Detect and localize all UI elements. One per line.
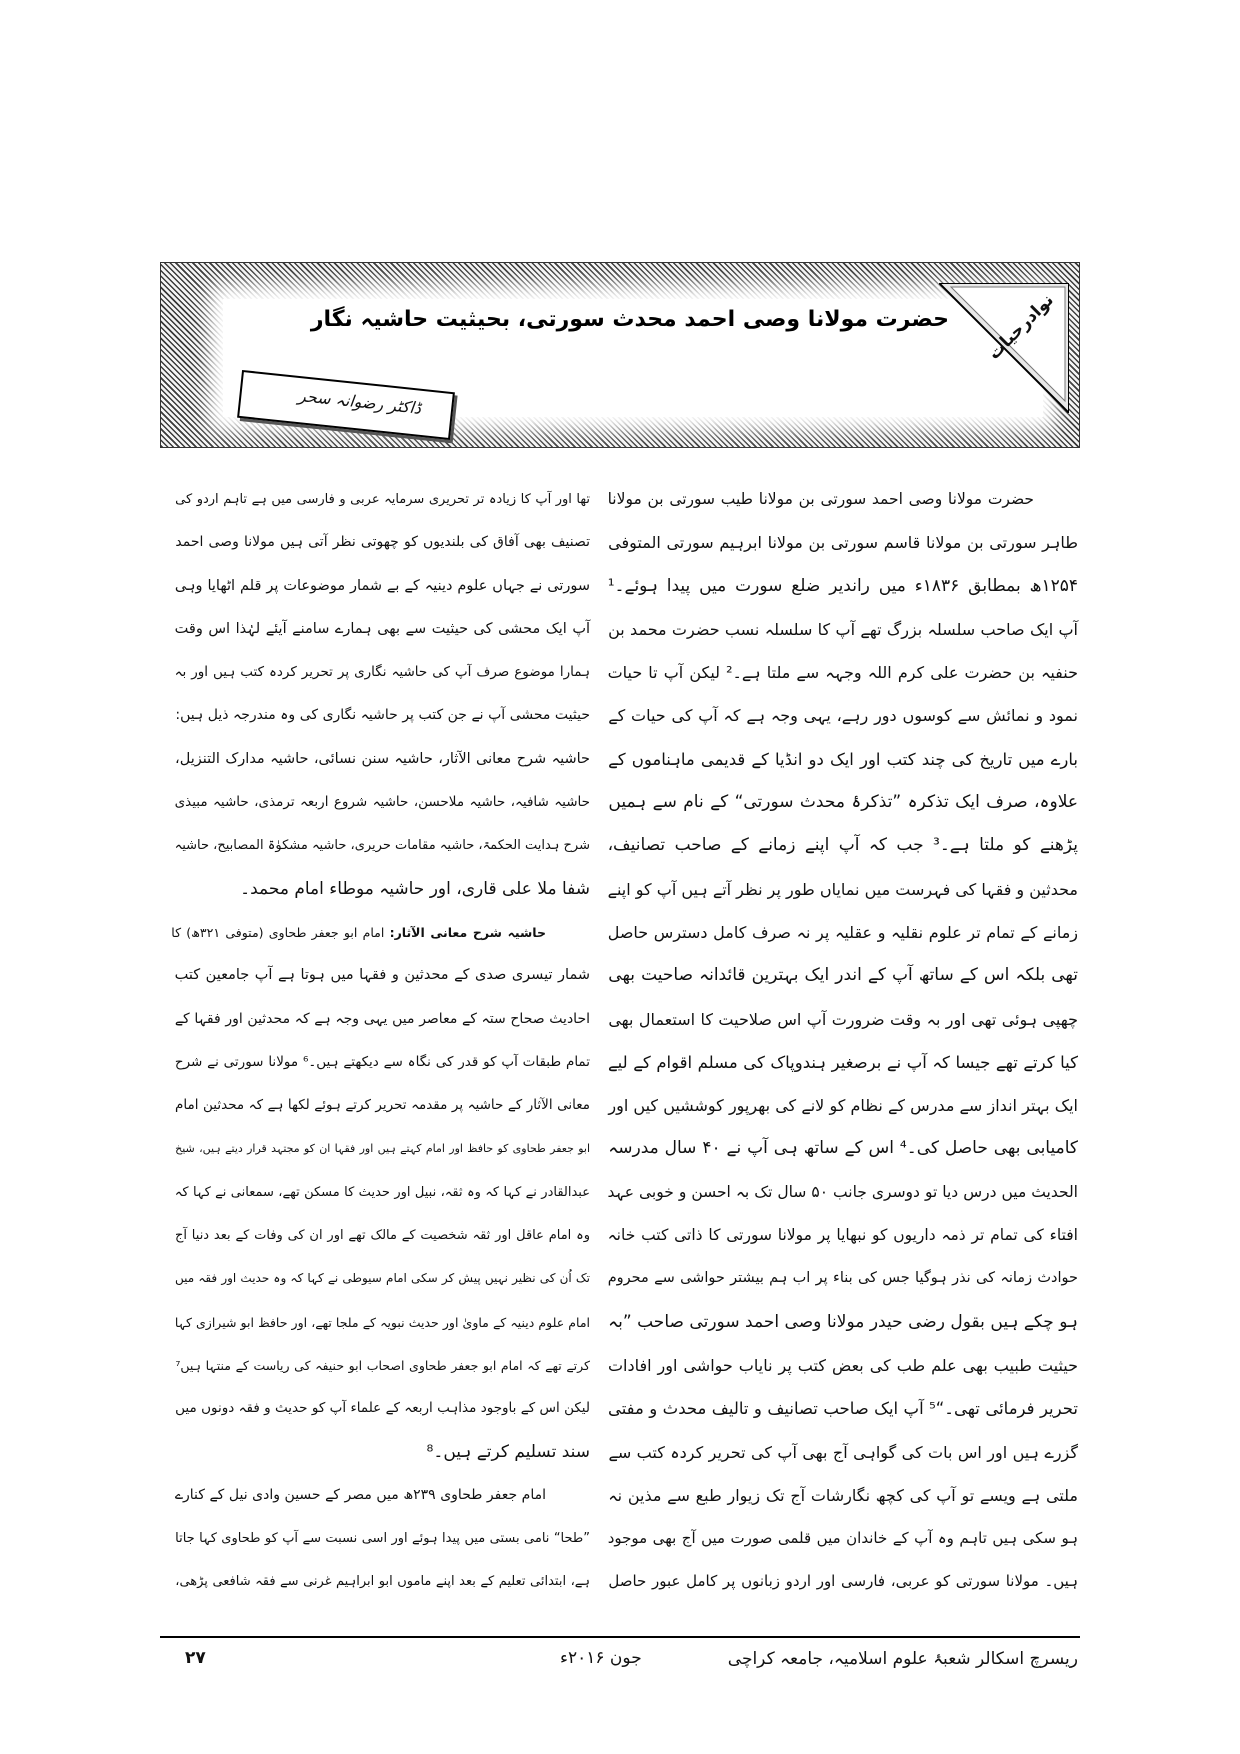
line-text: شفا ملا علی قاری، اور حاشیہ موطاء امام محمد۔ <box>240 878 590 899</box>
text-line-content <box>175 521 590 564</box>
line-text: سند تسلیم کرتے ہیں۔⁸ <box>426 1441 590 1462</box>
text-line <box>608 1344 1078 1387</box>
text-line <box>608 608 1078 651</box>
line-text: پڑھنے کو ملتا ہے۔³ جب کہ آپ اپنے زمانے کے صاحب تصانیف، <box>607 835 1078 856</box>
text-line-content <box>175 1084 590 1127</box>
text-line <box>175 824 590 867</box>
text-line-content <box>608 694 1078 737</box>
left-column <box>171 478 590 1604</box>
line-text: ابو جعفر طحاوی کو حافظ اور امام کہتے ہیں اور فقہا ان کو مجتہد قرار دیتے ہیں، شیخ <box>175 1142 590 1156</box>
text-line-content <box>427 1431 590 1474</box>
text-line-content <box>175 608 590 651</box>
text-line-content <box>608 1041 1078 1084</box>
text-line-content <box>175 1387 590 1430</box>
text-line-content <box>175 781 590 824</box>
text-line <box>175 1041 590 1084</box>
text-line <box>175 1560 590 1603</box>
line-text: حوادث زمانہ کی نذر ہوگیا جس کی بناء پر اب ہم بیشتر حواشی سے محروم <box>607 1270 1078 1287</box>
text-line <box>608 694 1078 737</box>
text-line-content <box>608 565 1078 608</box>
text-line-content <box>175 1301 590 1344</box>
section-badge <box>939 283 1069 413</box>
text-line <box>608 824 1078 867</box>
text-line <box>608 1560 1078 1603</box>
text-line <box>608 478 1078 521</box>
text-line-content <box>608 1214 1078 1257</box>
line-text: حیثیت طبیب بھی علم طب کی بعض کتب پر نایاب حواشی اور افادات <box>607 1355 1078 1375</box>
line-text: حیثیت محشی آپ نے جن کتب پر حاشیہ نگاری کی وہ مندرجہ ذیل ہیں: <box>175 707 590 724</box>
line-text: تھی بلکہ اس کے ساتھ آپ کے اندر ایک بہترین قائدانہ صاحیت بھی <box>608 965 1078 986</box>
text-line-content <box>175 565 590 608</box>
text-line-content <box>608 1171 1078 1214</box>
text-line <box>608 954 1078 997</box>
text-line-content <box>175 1517 590 1560</box>
text-line-content <box>175 1171 590 1214</box>
section-subheading: حاشیہ شرح معانی الآثار: <box>389 924 546 940</box>
line-text: بارے میں تاریخ کی چند کتب اور ایک دو انڈیا کے قدیمی ماہناموں کے <box>608 749 1078 769</box>
line-text: محدثین و فقہا کی فہرست میں نمایاں طور پر نظر آتے ہیں آپ کو اپنے <box>607 879 1078 899</box>
line-text: تحریر فرمائی تھی۔“⁵ آپ ایک صاحب تصانیف و تالیف محدث و مفتی <box>607 1399 1078 1419</box>
line-text: ۱۲۵۴ھ بمطابق ۱۸۳۶ء میں راندیر ضلع سورت میں پیدا ہوئے۔¹ <box>607 575 1078 596</box>
text-line-content <box>175 478 590 521</box>
line-text: شمار تیسری صدی کے محدثین و فقہا میں ہوتا ہے آپ جامعین کتب <box>174 967 590 984</box>
text-line <box>608 1431 1078 1474</box>
line-text: علاوہ، صرف ایک تذکرہ ”تذکرۂ محدث سورتی“ کے نام سے ہمیں <box>608 792 1078 813</box>
line-text: آپ ایک صاحب سلسلہ بزرگ تھے آپ کا سلسلہ نسب حضرت محمد بن <box>608 619 1078 639</box>
text-line <box>175 1301 590 1344</box>
line-text: حاشیہ شرح معانی الآثار، حاشیہ سنن نسائی، حاشیہ مدارک التنزیل، <box>175 750 590 767</box>
line-text: ہو چکے ہیں بقول رضی حیدر مولانا وصی احمد سورتی صاحب ”بہ <box>608 1311 1078 1332</box>
text-line-content <box>175 1474 546 1517</box>
text-line <box>608 651 1078 694</box>
text-line <box>175 1344 590 1387</box>
text-line-content <box>608 1474 1078 1517</box>
text-line-content <box>175 1127 590 1170</box>
line-text: عبدالقادر نے کہا کہ وہ ثقہ، نبیل اور حدیث کا مسکن تھے، سمعانی نے کہا کہ <box>174 1184 590 1200</box>
text-line-content <box>608 868 1078 911</box>
line-text: گزرے ہیں اور اس بات کی گواہی آج بھی آپ کی تحریر کردہ کتب سے <box>608 1442 1078 1462</box>
text-line <box>171 911 590 954</box>
line-text: کیا کرتے تھے جیسا کہ آپ نے برصغیر ہندوپاک کی مسلم اقوام کے لیے <box>608 1052 1078 1072</box>
text-line-content <box>175 1560 590 1603</box>
line-text: تصنیف بھی آفاق کی بلندیوں کو چھوتی نظر آتی ہیں مولانا وصی احمد <box>175 534 590 551</box>
line-text: تک اُن کی نظیر نہیں پیش کر سکی امام سیوطی نے کہا کہ وہ حدیث اور فقہ میں <box>174 1271 590 1286</box>
text-line-content <box>608 478 1034 521</box>
text-line <box>608 781 1078 824</box>
text-line <box>608 1127 1078 1170</box>
text-line <box>608 1474 1078 1517</box>
author-name: ڈاکٹر رضوانہ سحر <box>297 386 423 418</box>
text-line <box>608 1214 1078 1257</box>
text-line <box>175 738 590 781</box>
text-line-content <box>608 1084 1078 1127</box>
footer-rule <box>160 1636 1080 1638</box>
line-text: الحدیث میں درس دیا تو دوسری جانب ۵۰ سال تک بہ احسن و خوبی عہد <box>607 1182 1078 1201</box>
text-line-content <box>175 998 590 1041</box>
text-line-content <box>608 1431 1078 1474</box>
text-line-content <box>175 694 590 737</box>
text-line <box>175 1084 590 1127</box>
line-text: تمام طبقات آپ کو قدر کی نگاہ سے دیکھتے ہیں۔⁶ مولانا سورتی نے شرح <box>174 1053 590 1070</box>
text-line <box>175 1387 590 1430</box>
text-line-content <box>175 1344 590 1387</box>
text-line-content <box>175 1257 590 1300</box>
footer-date: جون ۲۰۱۶ء <box>560 1648 642 1668</box>
text-line <box>175 1257 590 1300</box>
text-line <box>175 651 590 694</box>
text-line <box>608 565 1078 608</box>
text-line <box>608 1171 1078 1214</box>
text-line <box>175 868 590 911</box>
line-text: ایک بہتر انداز سے مدرس کے نظام کو لانے کی بھرپور کوششیں کیں اور <box>608 1096 1078 1116</box>
article-header-banner <box>160 262 1080 448</box>
text-line-content <box>608 1301 1078 1344</box>
text-line <box>175 521 590 564</box>
line-text: چھپی ہوئی تھی اور بہ وقت ضرورت آپ اس صلاحیت کا استعمال بھی <box>608 1009 1078 1029</box>
text-line <box>175 1431 590 1474</box>
text-line <box>175 1171 590 1214</box>
text-line-content <box>608 1127 1078 1170</box>
text-line <box>608 521 1078 564</box>
text-line <box>175 608 590 651</box>
right-column <box>608 478 1078 1604</box>
line-text: حاشیہ شافیہ، حاشیہ ملاحسن، حاشیہ شروع اربعہ ترمذی، حاشیہ مبیذی <box>174 794 590 811</box>
text-line <box>175 1214 590 1257</box>
text-line <box>608 1301 1078 1344</box>
text-line-content <box>608 998 1078 1041</box>
text-line <box>175 694 590 737</box>
text-line-content <box>608 824 1078 867</box>
line-text: افتاء کی تمام تر ذمہ داریوں کو نبھایا پر مولانا سورتی کا ذاتی کتب خانہ <box>607 1226 1078 1245</box>
text-line <box>175 998 590 1041</box>
text-line-content <box>608 738 1078 781</box>
text-line <box>175 1474 590 1517</box>
line-text: نمود و نمائش سے کوسوں دور رہے، یہی وجہ ہے کہ آپ کی حیات کے <box>608 706 1078 726</box>
text-line <box>608 998 1078 1041</box>
text-line-content <box>608 521 1078 564</box>
text-line-content <box>175 1214 590 1257</box>
line-text: احادیث صحاح ستہ کے معاصر میں یہی وجہ ہے کہ محدثین اور فقہا کے <box>174 1010 590 1027</box>
line-text: معانی الآثار کے حاشیہ پر مقدمہ تحریر کرتے ہوئے لکھا ہے کہ محدثین امام <box>175 1097 590 1114</box>
text-line-content <box>608 911 1078 954</box>
text-line <box>175 781 590 824</box>
page-number: ۲۷ <box>185 1648 206 1668</box>
text-line-content <box>608 1517 1078 1560</box>
line-text: تھا اور آپ کا زیادہ تر تحریری سرمایہ عربی و فارسی میں ہے تاہم اردو کی <box>175 492 590 507</box>
line-text: شرح ہدایت الحکمۃ، حاشیہ مقامات حریری، حاشیہ مشکوٰۃ المصابیح، حاشیہ <box>174 838 590 854</box>
line-text: کامیابی بھی حاصل کی۔⁴ اس کے ساتھ ہی آپ نے ۴۰ سال مدرسہ <box>608 1138 1078 1159</box>
text-line <box>608 1084 1078 1127</box>
text-line-content <box>175 738 590 781</box>
line-text: ہے، ابتدائی تعلیم کے بعد اپنے ماموں ابو ابراہیم غرنی سے فقہ شافعی پڑھی، <box>175 1574 590 1590</box>
text-line-content <box>608 954 1078 997</box>
text-line-content <box>175 954 590 997</box>
text-line-content <box>608 1560 1078 1603</box>
line-text: سورتی نے جہاں علوم دینیہ کے بے شمار موضوعات پر قلم اٹھایا وہی <box>174 577 590 594</box>
line-text: امام علوم دینیہ کے ماویٰ اور حدیث نبویہ کے ملجا تھے، اور حافظ ابو شیرازی کہا <box>174 1314 590 1330</box>
line-text: لیکن اس کے باوجود مذاہب اربعہ کے علماء آپ کو حدیث و فقہ دونوں میں <box>175 1400 590 1417</box>
text-line-content <box>171 911 546 954</box>
line-text: ملتی ہے ویسے تو آپ کی کچھ نگارشات آج تک زیوار طبع سے مذین نہ <box>608 1485 1078 1505</box>
line-text: کرتے تھے کہ امام ابو جعفر طحاوی اصحاب ابو حنیفہ کی ریاست کے منتہا ہیں⁷ <box>175 1357 590 1373</box>
line-text: وہ امام عاقل اور ثقہ شخصیت کے مالک تھے اور ان کی وفات کے بعد دنیا آج <box>174 1228 590 1244</box>
section-badge-label: نوادرحیات <box>984 290 1058 364</box>
text-line-content <box>175 651 590 694</box>
line-text: آپ ایک محشی کی حیثیت سے بھی ہمارے سامنے آیئے لہٰذا اس وقت <box>174 620 590 637</box>
text-line <box>175 1517 590 1560</box>
line-text: امام جعفر طحاوی ۲۳۹ھ میں مصر کے حسین وادی نیل کے کنارے <box>174 1486 546 1503</box>
line-text: حنفیہ بن حضرت علی کرم اللہ وجہہ سے ملتا ہے۔² لیکن آپ تا حیات <box>607 663 1078 683</box>
text-line <box>608 911 1078 954</box>
text-line-content <box>608 1387 1078 1430</box>
line-text: ہو سکی ہیں تاہم وہ آپ کے خاندان میں قلمی صورت میں آج بھی موجود <box>607 1529 1078 1548</box>
text-line <box>175 478 590 521</box>
text-line-content <box>608 781 1078 824</box>
line-text: ہیں۔ مولانا سورتی کو عربی، فارسی اور اردو زبانوں پر کامل عبور حاصل <box>608 1572 1078 1591</box>
line-text: ”طحا“ نامی بستی میں پیدا ہوئے اور اسی نسبت سے آپ کو طحاوی کہا جاتا <box>175 1531 590 1547</box>
line-text: زمانے کے تمام تر علوم نقلیہ و عقلیہ پر نہ صرف کامل دسترس حاصل <box>607 922 1078 942</box>
line-text: امام ابو جعفر طحاوی (متوفی ۳۲۱ھ) کا <box>171 924 385 940</box>
text-line-content <box>608 608 1078 651</box>
text-line-content <box>240 868 590 911</box>
text-line <box>175 565 590 608</box>
line-text: حضرت مولانا وصی احمد سورتی بن مولانا طیب سورتی بن مولانا <box>607 490 1034 508</box>
text-line-content <box>608 651 1078 694</box>
text-line <box>608 1387 1078 1430</box>
text-line-content <box>608 1344 1078 1387</box>
text-line <box>608 1041 1078 1084</box>
text-line <box>608 1517 1078 1560</box>
text-line-content <box>608 1257 1078 1300</box>
text-line <box>608 868 1078 911</box>
text-line <box>608 738 1078 781</box>
line-text: ہمارا موضوع صرف آپ کی حاشیہ نگاری پر تحریر کردہ کتب ہیں اور بہ <box>174 664 590 681</box>
text-line-content <box>175 1041 590 1084</box>
footer-affiliation: ریسرچ اسکالر شعبۂ علوم اسلامیہ، جامعہ کراچی <box>727 1649 1078 1669</box>
text-line <box>175 954 590 997</box>
text-line <box>175 1127 590 1170</box>
text-line <box>608 1257 1078 1300</box>
text-line-content <box>175 824 590 867</box>
line-text: طاہر سورتی بن مولانا قاسم سورتی بن مولانا ابرہیم سورتی المتوفی <box>608 533 1078 553</box>
article-title: حضرت مولانا وصی احمد محدث سورتی، بحیثیت حاشیہ نگار <box>310 307 949 332</box>
